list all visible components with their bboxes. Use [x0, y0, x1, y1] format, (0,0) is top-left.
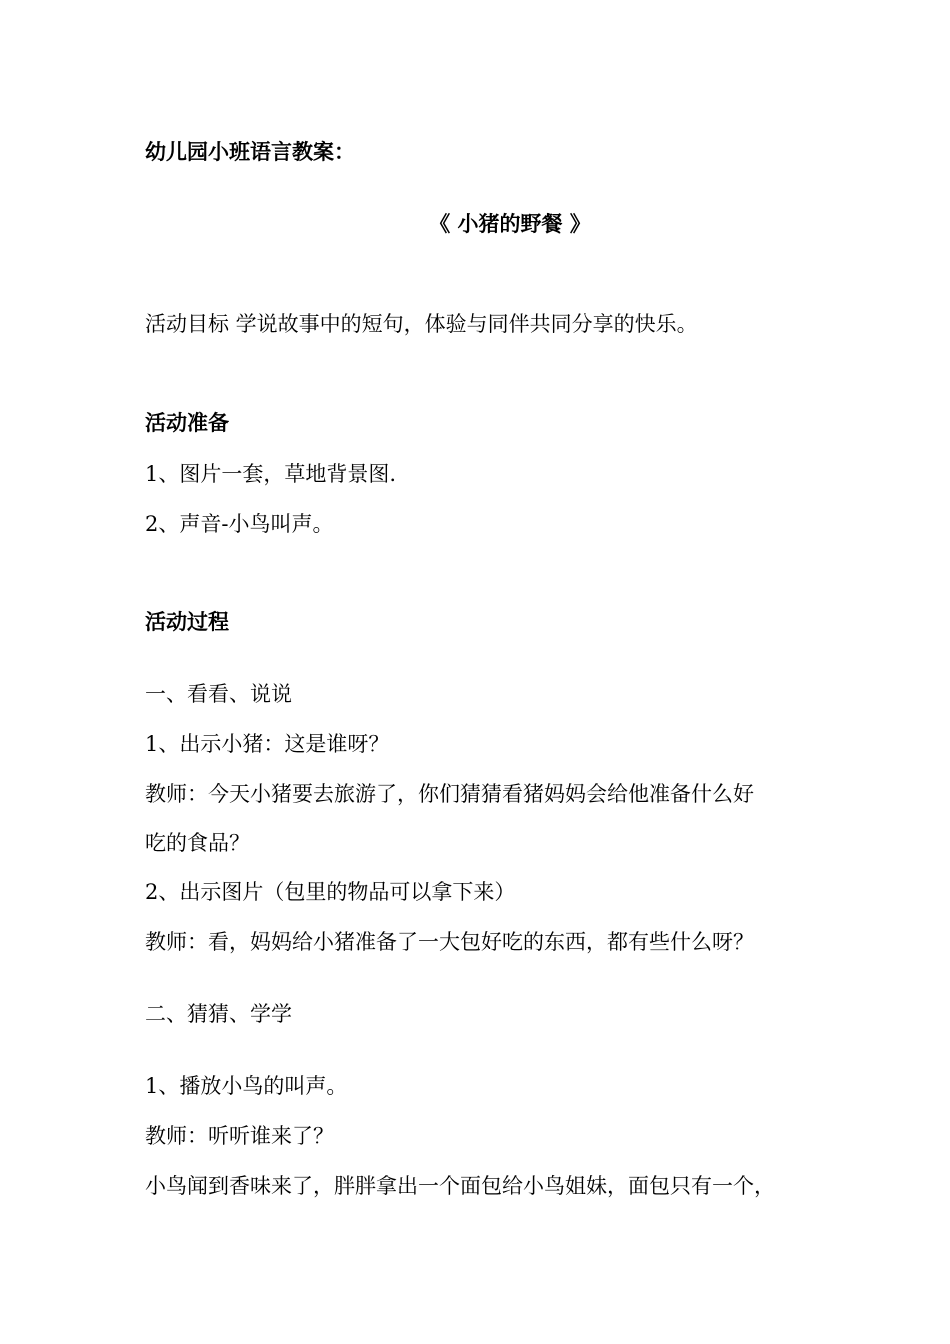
process-heading: 活动过程	[145, 610, 229, 634]
section1-line: 2、出示图片（包里的物品可以拿下来）	[145, 880, 516, 904]
prep-item: 2、声音-小鸟叫声。	[145, 512, 334, 536]
prep-item: 1、图片一套，草地背景图.	[145, 462, 397, 486]
activity-goal: 活动目标 学说故事中的短句，体验与同伴共同分享的快乐。	[145, 312, 698, 336]
document-heading: 幼儿园小班语言教案：	[145, 140, 355, 164]
section2-line: 小鸟闻到香味来了，胖胖拿出一个面包给小鸟姐妹，面包只有一个，	[145, 1174, 775, 1198]
section1-line: 教师：看，妈妈给小猪准备了一大包好吃的东西，都有些什么呀？	[145, 930, 754, 954]
section1-line: 吃的食品？	[145, 831, 250, 855]
prep-heading: 活动准备	[145, 411, 229, 435]
document-title: 《 小猪的野餐 》	[429, 212, 591, 236]
section1-line: 1、出示小猪：这是谁呀？	[145, 732, 390, 756]
section2-heading: 二、猜猜、学学	[145, 1002, 292, 1026]
section2-line: 教师：听听谁来了？	[145, 1124, 334, 1148]
section1-line: 教师：今天小猪要去旅游了，你们猜猜看猪妈妈会给他准备什么好	[145, 782, 754, 806]
section1-heading: 一、看看、说说	[145, 682, 292, 706]
section2-line: 1、播放小鸟的叫声。	[145, 1074, 348, 1098]
